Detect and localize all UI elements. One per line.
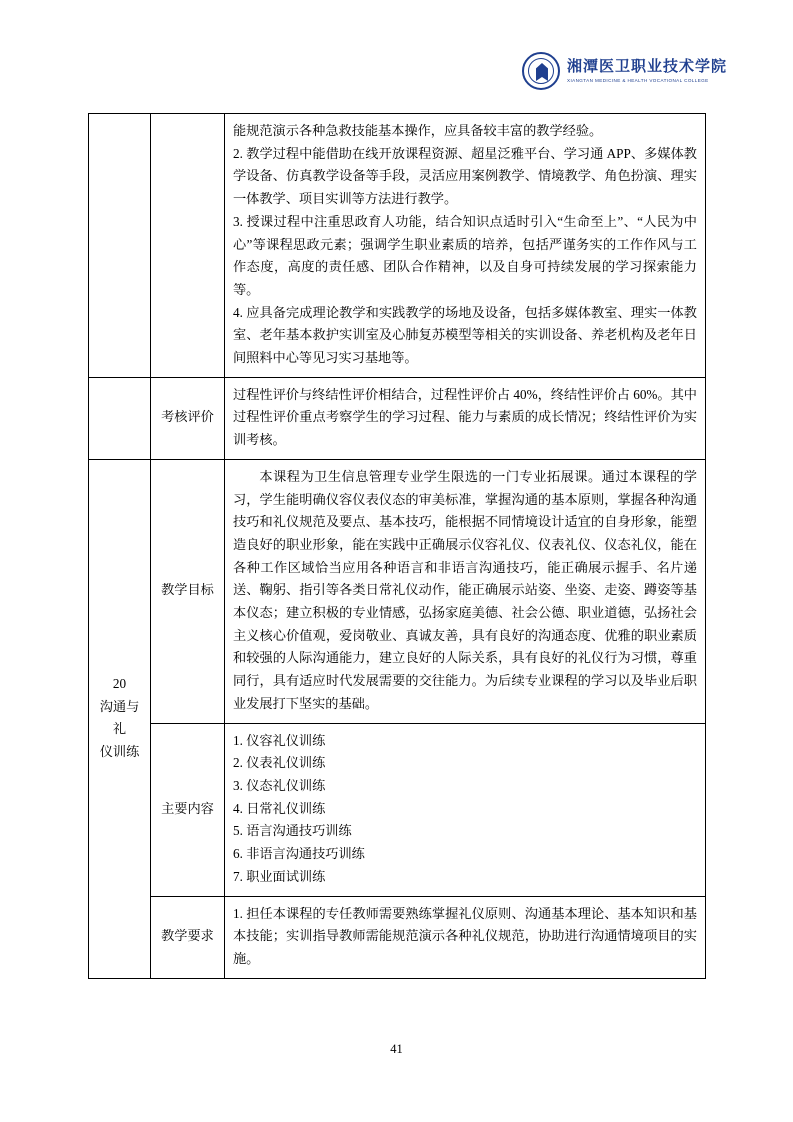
row-body-cell (225, 114, 706, 378)
list-item: 2. 仪表礼仪训练 (233, 755, 326, 771)
table-row (89, 459, 706, 723)
list-item: 5. 语言沟通技巧训练 (233, 823, 352, 839)
course-number: 20 (112, 676, 127, 692)
list-item: 6. 非语言沟通技巧训练 (233, 846, 365, 862)
body-paragraph: 能规范演示各种急救技能基本操作，应具备较丰富的教学经验。 (233, 123, 603, 138)
row-body-cell (225, 459, 706, 723)
row-label-assessment: 考核评价 (151, 377, 225, 459)
list-item: 4. 日常礼仪训练 (233, 800, 326, 816)
table-row (89, 896, 706, 978)
body-paragraph: 3. 授课过程中注重思政育人功能，结合知识点适时引入“生命至上”、“人民为中心”等课程思政元素；强调学生职业素质的培养，包括严谨务实的工作作风与工作态度，高度的责任感、团队合作精神，以及自身可持续发展的学习探索能力等。 (233, 213, 697, 297)
course-name-line1: 沟通与礼 (99, 698, 140, 737)
row-label-objectives: 教学目标 (151, 459, 225, 723)
row-number-cell (89, 377, 151, 459)
logo-text (567, 59, 727, 83)
body-paragraph: 4. 应具备完成理论教学和实践教学的场地及设备，包括多媒体教室、理实一体教室、老年基本救护实训室及心肺复苏模型等相关的实训设备、养老机构及老年日间照料中心等见习实习基地等。 (233, 304, 697, 366)
list-item: 1. 仪容礼仪训练 (233, 732, 326, 748)
university-seal-icon (522, 52, 560, 90)
list-item: 3. 仪态礼仪训练 (233, 777, 326, 793)
body-paragraph: 本课程为卫生信息管理专业学生限选的一门专业拓展课。通过本课程的学习，学生能明确仪容仪表仪态的审美标准，掌握沟通的基本原则，掌握各种沟通技巧和礼仪规范及要点、基本技巧，能根据不同情境设计适宜的自身形象，能塑造良好的职业形象，能在实践中正确展示仪容礼仪、仪表礼仪、仪态礼仪，能在各种工作区域恰当应用各种语言和非语言沟通技巧，能正确展示握手、名片递送、鞠躬、指引等各类日常礼仪动作，能正确展示站姿、坐姿、走姿、蹲姿等基本仪态；建立积极的专业情感，弘扬家庭美德、社会公德、职业道德，弘扬社会主义核心价值观，爱岗敬业、真诚友善，具有良好的沟通态度、优雅的职业素质和较强的人际沟通能力，建立良好的人际关系，具有良好的礼仪行为习惯，尊重同行，具有适应时代发展需要的交往能力。为后续专业课程的学习以及毕业后职业发展打下坚实的基础。 (233, 468, 697, 711)
course-description-table (88, 113, 706, 979)
body-paragraph: 1. 担任本课程的专任教师需要熟练掌握礼仪原则、沟通基本理论、基本知识和基本技能；实训指导教师需能规范演示各种礼仪规范，协助进行沟通情境项目的实施。 (233, 905, 697, 966)
body-paragraph: 2. 教学过程中能借助在线开放课程资源、超星泛雅平台、学习通 APP、多媒体教学设备、仿真教学设备等手段，灵活应用案例教学、情境教学、角色扮演、理实一体教学、项目实训等方法进行教学。 (233, 145, 697, 207)
body-paragraph: 过程性评价与终结性评价相结合，过程性评价占 40%，终结性评价占 60%。其中过程性评价重点考察学生的学习过程、能力与素质的成长情况；终结性评价为实训考核。 (233, 386, 697, 448)
row-body-cell (225, 377, 706, 459)
course-number-cell (89, 459, 151, 978)
row-body-cell (225, 896, 706, 978)
table-row (89, 114, 706, 378)
row-number-cell (89, 114, 151, 378)
row-body-cell (225, 723, 706, 896)
row-label-requirements: 教学要求 (151, 896, 225, 978)
course-name-line2: 仪训练 (99, 743, 140, 759)
table-row (89, 723, 706, 896)
list-item: 7. 职业面试训练 (233, 868, 326, 884)
college-name-en: XIANGTAN MEDICINE & HEALTH VOCATIONAL COLLEGE (566, 77, 709, 83)
page-number: 41 (390, 1042, 403, 1056)
row-label-cell (151, 114, 225, 378)
college-logo (522, 52, 727, 90)
college-name-cn: 湘潭医卫职业技术学院 (566, 59, 727, 76)
table-row (89, 377, 706, 459)
row-label-content: 主要内容 (151, 723, 225, 896)
